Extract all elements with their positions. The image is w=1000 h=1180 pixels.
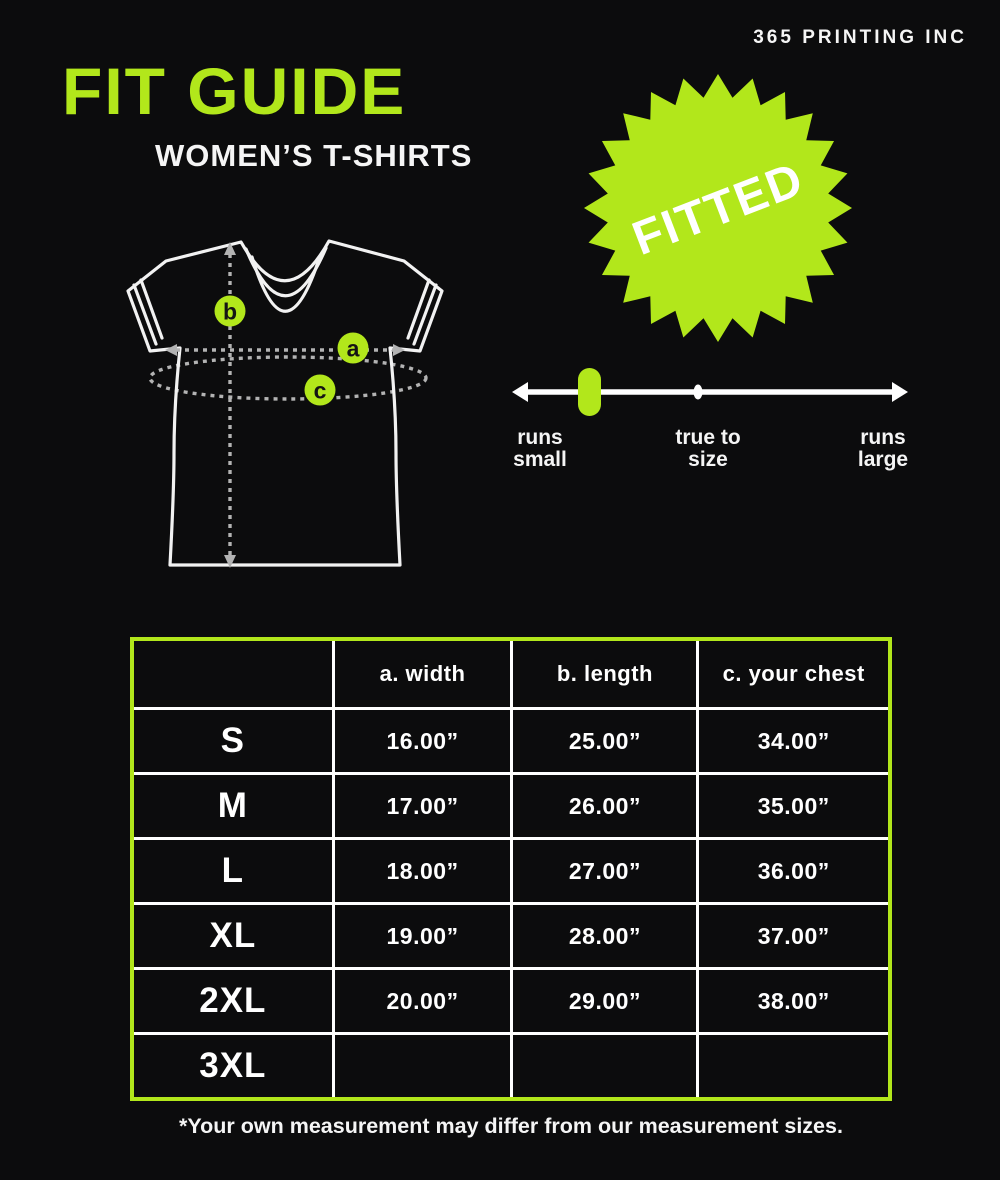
collar-line-2 bbox=[252, 256, 320, 311]
row-3xl-width bbox=[335, 1035, 511, 1097]
row-l-length: 27.00” bbox=[513, 840, 696, 902]
label-true-to-size-line1: true to bbox=[675, 426, 741, 449]
row-2xl-size: 2XL bbox=[134, 970, 332, 1032]
table-corner-cell bbox=[134, 641, 332, 707]
marker-c-letter: c bbox=[313, 377, 327, 404]
fitted-badge bbox=[582, 72, 854, 344]
label-true-to-size-line2: size bbox=[688, 448, 728, 472]
label-runs-large bbox=[838, 427, 928, 472]
label-runs-large-line2: large bbox=[857, 448, 909, 472]
true-to-size-dot bbox=[694, 385, 703, 400]
row-m-length: 26.00” bbox=[513, 775, 696, 837]
measurement-disclaimer: *Your own measurement may differ from our measurement sizes. bbox=[179, 1114, 843, 1138]
page-title: FIT GUIDE bbox=[62, 54, 407, 128]
scale-arrow-left bbox=[512, 382, 528, 402]
row-xl-chest: 37.00” bbox=[699, 905, 888, 967]
row-3xl-length bbox=[513, 1035, 696, 1097]
badge-label: FITTED bbox=[625, 152, 812, 266]
label-runs-small bbox=[495, 427, 585, 472]
row-s-width: 16.00” bbox=[335, 710, 511, 772]
row-m-width: 17.00” bbox=[335, 775, 511, 837]
row-s-chest: 34.00” bbox=[699, 710, 888, 772]
company-name: 365 PRINTING INC bbox=[753, 27, 967, 48]
row-2xl-length: 29.00” bbox=[513, 970, 696, 1032]
page-subtitle: WOMEN’S T-SHIRTS bbox=[155, 138, 473, 173]
chest-ellipse bbox=[150, 357, 426, 399]
row-s-length: 25.00” bbox=[513, 710, 696, 772]
left-cuff-lines bbox=[134, 280, 162, 344]
row-m-chest: 35.00” bbox=[699, 775, 888, 837]
row-3xl-chest bbox=[699, 1035, 888, 1097]
column-header-width: a. width bbox=[335, 641, 511, 707]
row-2xl-width: 20.00” bbox=[335, 970, 511, 1032]
tshirt-diagram bbox=[113, 228, 458, 578]
label-true-to-size bbox=[648, 427, 768, 472]
scale-arrow-right bbox=[892, 382, 908, 402]
column-header-length: b. length bbox=[513, 641, 696, 707]
marker-a-letter: a bbox=[346, 335, 360, 362]
label-runs-small-line2: small bbox=[513, 448, 567, 472]
row-xl-width: 19.00” bbox=[335, 905, 511, 967]
row-l-width: 18.00” bbox=[335, 840, 511, 902]
row-l-chest: 36.00” bbox=[699, 840, 888, 902]
fit-scale bbox=[510, 366, 910, 418]
column-header-chest: c. your chest bbox=[699, 641, 888, 707]
width-arrow-left bbox=[165, 344, 177, 356]
fit-indicator bbox=[578, 368, 601, 416]
row-xl-length: 28.00” bbox=[513, 905, 696, 967]
row-s-size: S bbox=[134, 710, 332, 772]
marker-b-letter: b bbox=[222, 298, 238, 325]
width-arrow-right bbox=[393, 344, 405, 356]
row-l-size: L bbox=[134, 840, 332, 902]
row-m-size: M bbox=[134, 775, 332, 837]
label-runs-large-line1: runs bbox=[860, 426, 906, 449]
row-xl-size: XL bbox=[134, 905, 332, 967]
size-table bbox=[130, 637, 892, 1101]
tshirt-outline-icon bbox=[128, 241, 442, 565]
row-2xl-chest: 38.00” bbox=[699, 970, 888, 1032]
right-cuff-lines bbox=[408, 280, 436, 344]
row-3xl-size: 3XL bbox=[134, 1035, 332, 1097]
label-runs-small-line1: runs bbox=[517, 426, 563, 449]
